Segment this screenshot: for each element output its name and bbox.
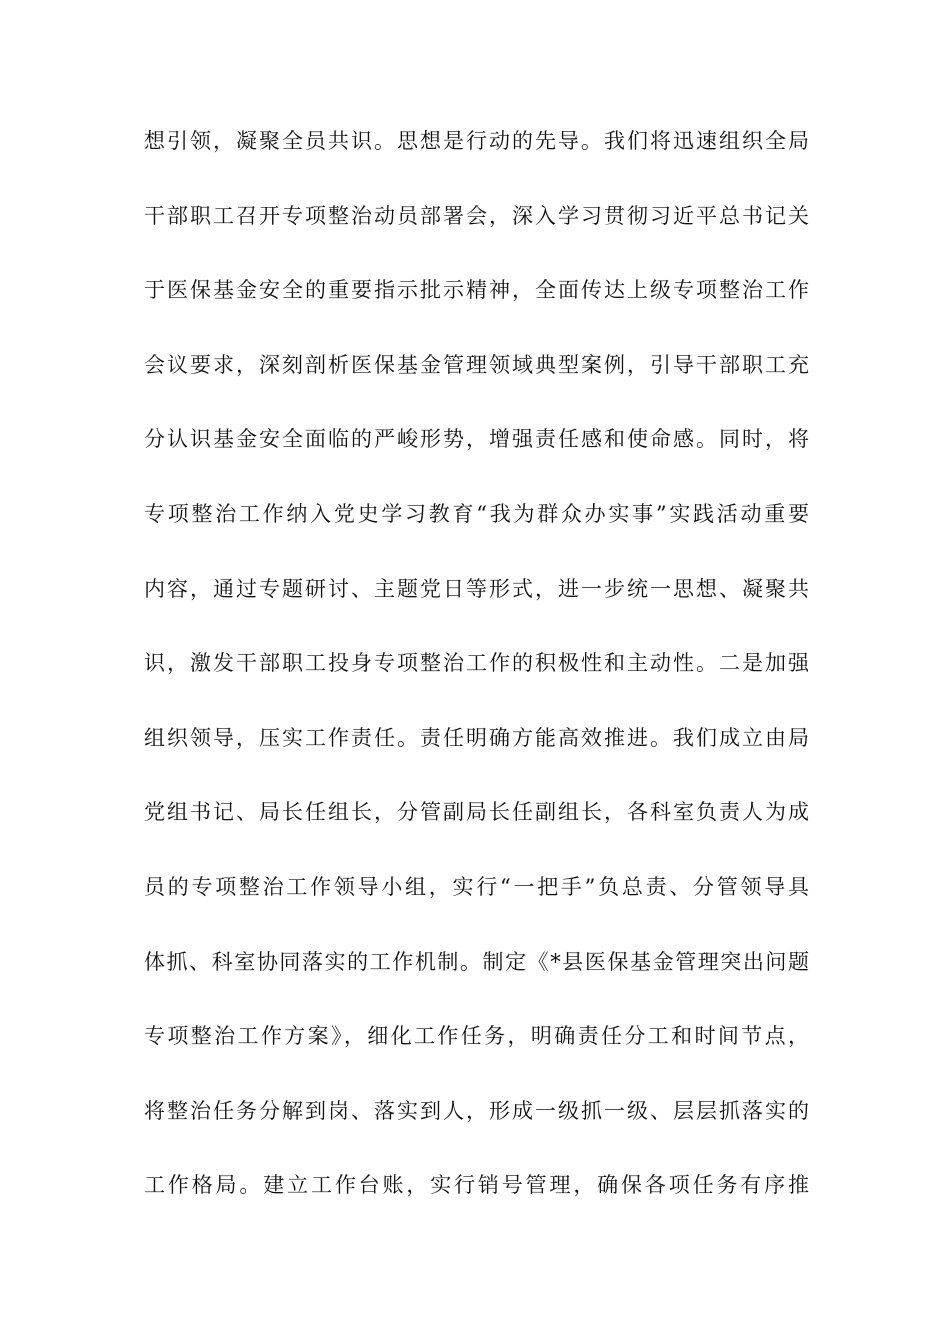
text-line: 于医保基金安全的重要指示批示精神，全面传达上级专项整治工作 [144, 278, 809, 303]
body-text [144, 118, 809, 1237]
text-line: 党组书记、局长任组长，分管副局长任副组长，各科室负责人为成 [144, 800, 809, 825]
text-line: 专项整治工作方案》，细化工作任务，明确责任分工和时间节点， [144, 1024, 809, 1049]
text-line: 想引领，凝聚全员共识。思想是行动的先导。我们将迅速组织全局 [144, 129, 809, 153]
text-line: 组织领导，压实工作责任。责任明确方能高效推进。我们成立由局 [144, 725, 809, 750]
text-line: 体抓、科室协同落实的工作机制。制定《*县医保基金管理突出问题 [144, 949, 809, 974]
text-line: 分认识基金安全面临的严峻形势，增强责任感和使命感。同时，将 [144, 427, 809, 452]
text-line: 工作格局。建立工作台账，实行销号管理，确保各项任务有序推 [144, 1173, 809, 1198]
text-line: 内容，通过专题研讨、主题党日等形式，进一步统一思想、凝聚共 [144, 576, 809, 601]
text-line: 会议要求，深刻剖析医保基金管理领域典型案例，引导干部职工充 [144, 352, 809, 377]
text-line: 将整治任务分解到岗、落实到人，形成一级抓一级、层层抓落实的 [144, 1098, 809, 1123]
text-line: 专项整治工作纳入党史学习教育“我为群众办实事”实践活动重要 [144, 501, 809, 526]
text-line: 员的专项整治工作领导小组，实行“一把手”负总责、分管领导具 [144, 874, 809, 899]
text-line: 识，激发干部职工投身专项整治工作的积极性和主动性。二是加强 [144, 651, 809, 676]
text-line: 干部职工召开专项整治动员部署会，深入学习贯彻习近平总书记关 [144, 203, 809, 228]
